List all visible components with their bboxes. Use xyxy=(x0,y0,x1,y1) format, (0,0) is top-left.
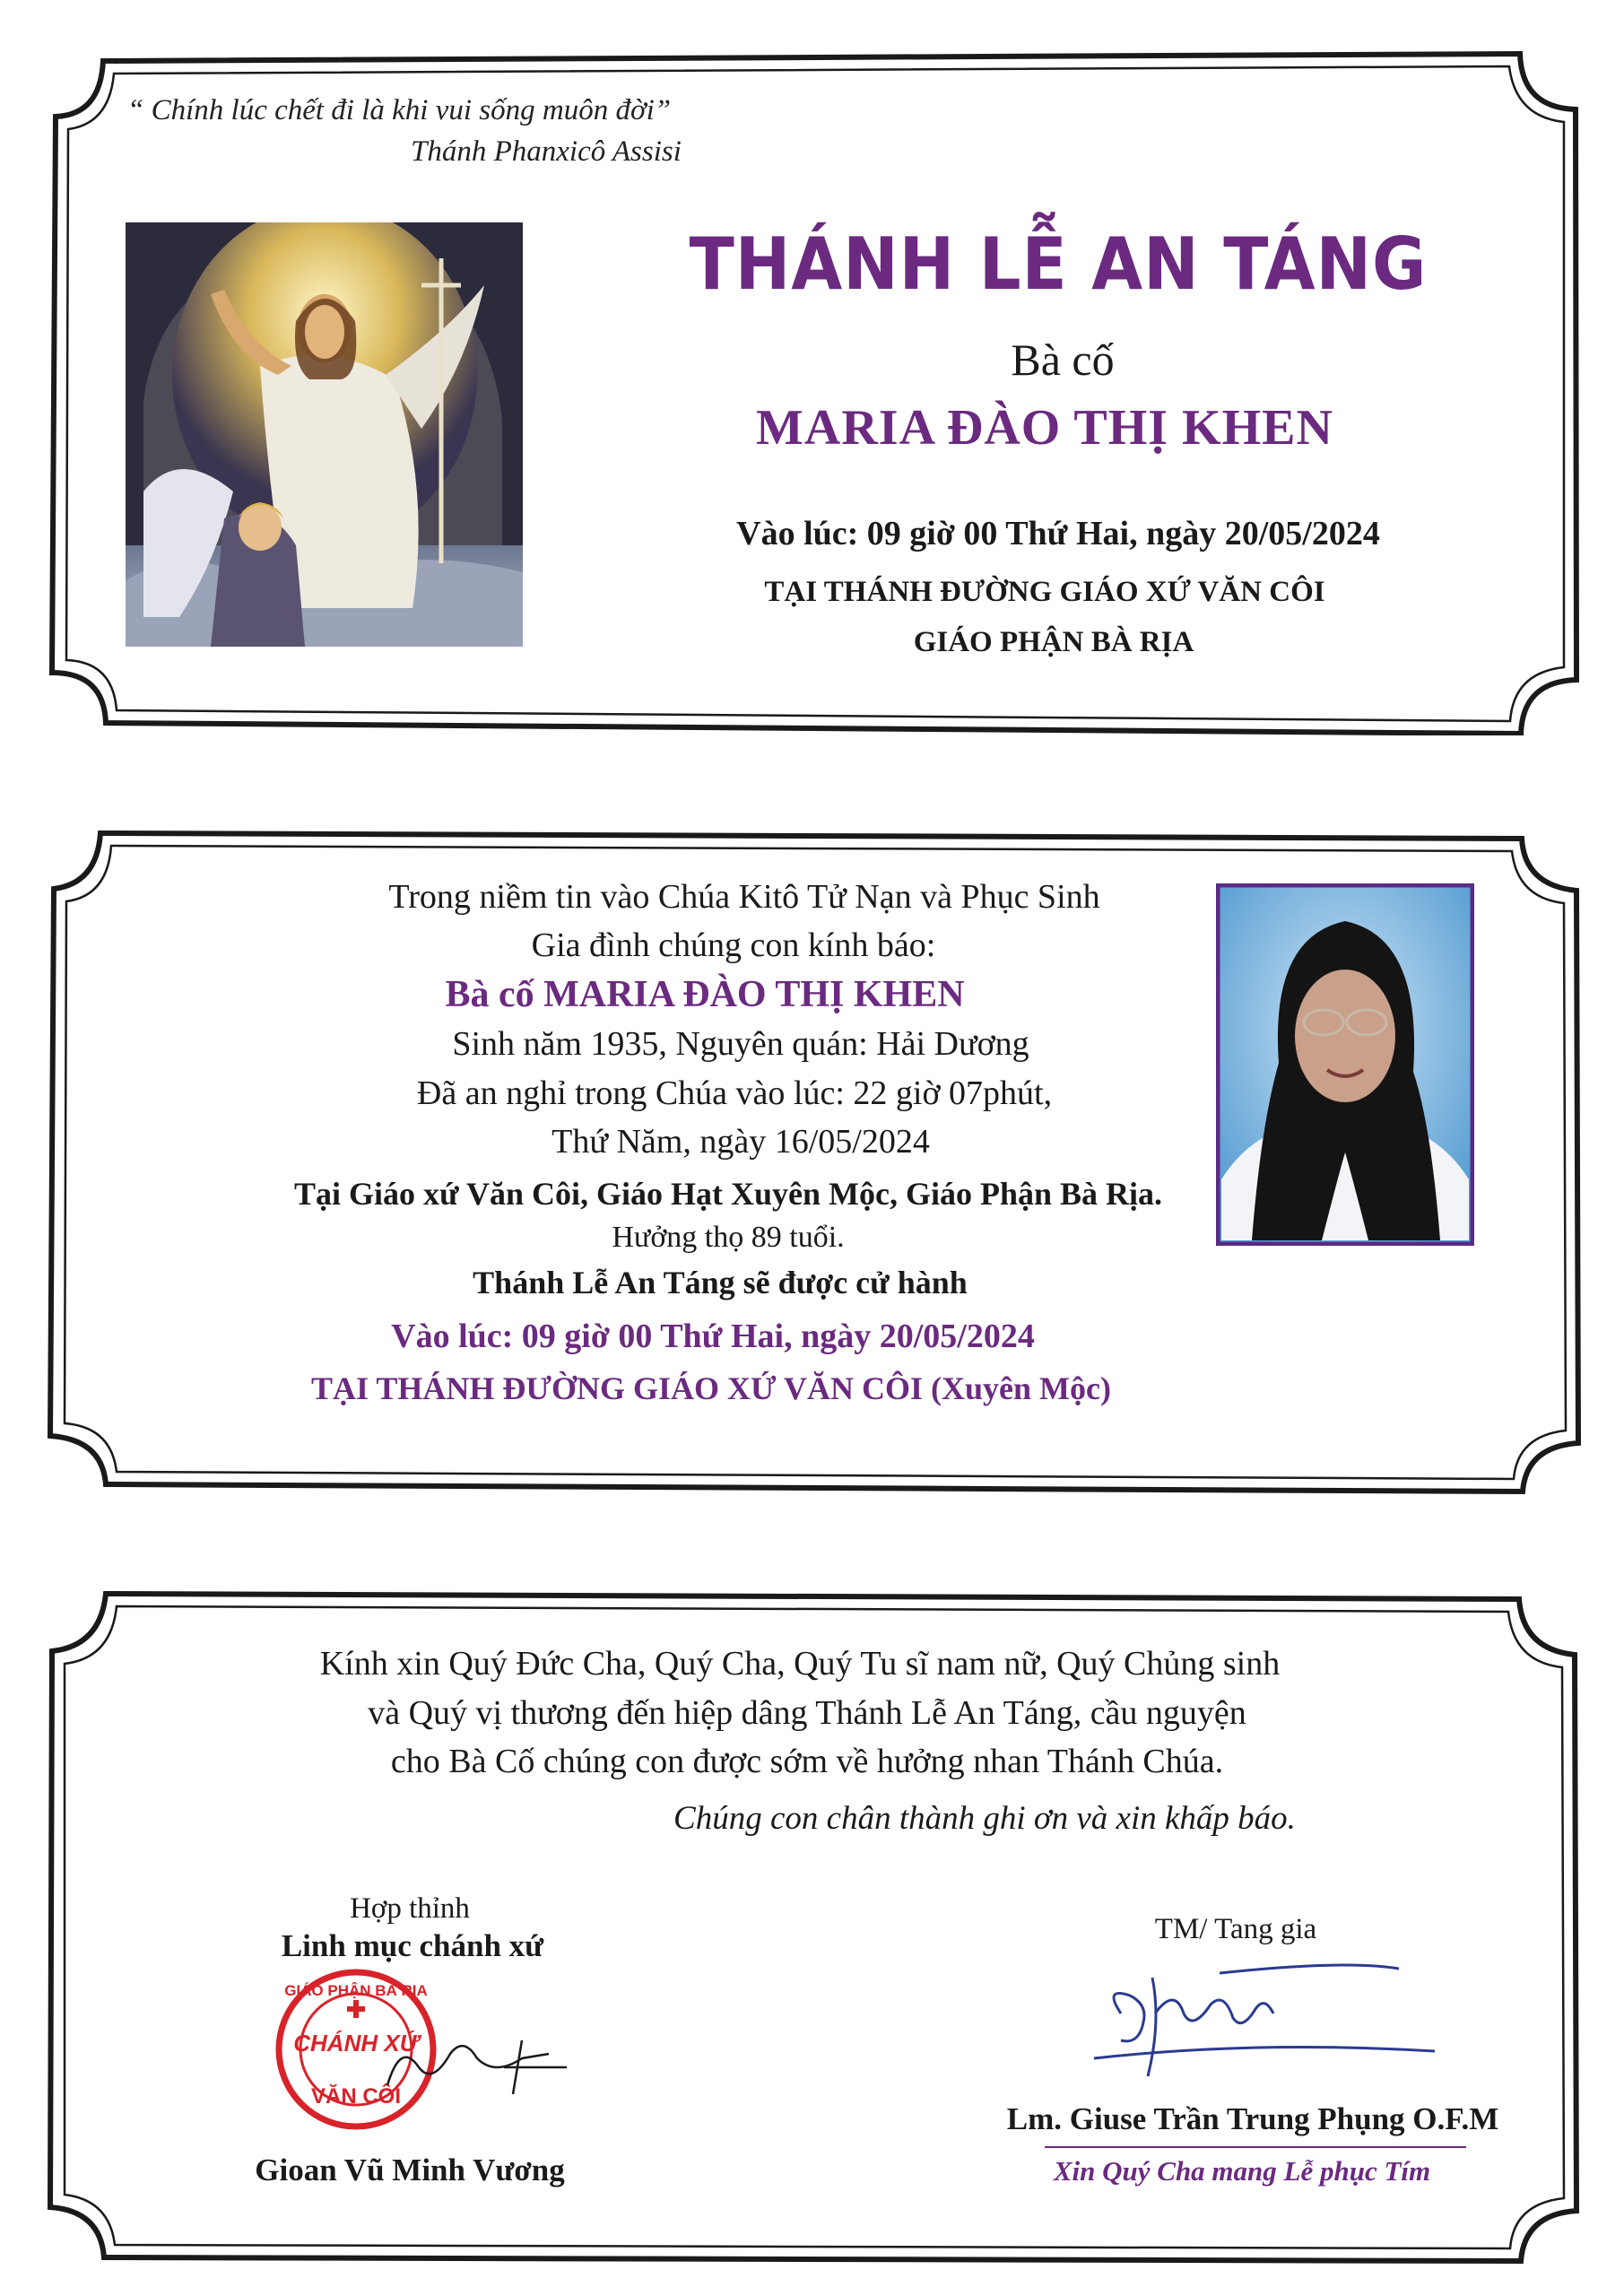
birth-info: Sinh năm 1935, Nguyên quán: Hải Dương xyxy=(452,1025,1029,1063)
passed-date: Thứ Năm, ngày 16/05/2024 xyxy=(551,1123,930,1161)
vestment-note: Xin Quý Cha mang Lễ phục Tím xyxy=(1053,2155,1431,2187)
left-sig-role: Linh mục chánh xứ xyxy=(281,1928,544,1963)
funeral-mass-notice-panel xyxy=(0,45,1624,735)
svg-text:CHÁNH XỨ: CHÁNH XỨ xyxy=(293,2030,419,2057)
right-sig-name: Lm. Giuse Trần Trung Phụng O.F.M xyxy=(1006,2101,1499,2136)
family-announce-line: Gia đình chúng con kính báo: xyxy=(531,926,936,964)
quote-text: “ Chính lúc chết đi là khi vui sống muôn đời” xyxy=(127,94,672,126)
passed-location: Tại Giáo xứ Văn Côi, Giáo Hạt Xuyên Mộc, Giáo Phận Bà Rịa. xyxy=(293,1176,1163,1212)
invitation-panel xyxy=(0,1583,1624,2265)
honorific: Bà cố xyxy=(1011,335,1115,385)
portrait-photo-icon xyxy=(1216,883,1474,1246)
mass-place: TẠI THÁNH ĐƯỜNG GIÁO XỨ VĂN CÔI xyxy=(764,576,1325,608)
parish-seal-icon xyxy=(253,1969,585,2130)
mass-title: THÁNH LỄ AN TÁNG xyxy=(689,222,1428,306)
passed-time: Đã an nghỉ trong Chúa vào lúc: 22 giờ 07phút, xyxy=(416,1074,1053,1112)
deceased-name: MARIA ĐÀO THỊ KHEN xyxy=(756,400,1333,456)
announce-mass-time: Vào lúc: 09 giờ 00 Thứ Hai, ngày 20/05/2024 xyxy=(391,1318,1035,1355)
age-info: Hưởng thọ 89 tuổi. xyxy=(612,1221,845,1254)
announced-name: Bà cố MARIA ĐÀO THỊ KHEN xyxy=(445,974,965,1015)
death-announcement-panel xyxy=(0,821,1624,1498)
risen-christ-painting-icon xyxy=(126,222,523,647)
invitation-line-1: Kính xin Quý Đức Cha, Quý Cha, Quý Tu sĩ nam nữ, Quý Chủng sinh xyxy=(319,1645,1281,1683)
invitation-line-2: và Quý vị thương đến hiệp dâng Thánh Lễ An Táng, cầu nguyện xyxy=(368,1694,1246,1732)
handwritten-signature-icon xyxy=(1076,1951,1453,2085)
thanks-line: Chúng con chân thành ghi ơn và xin khấp báo. xyxy=(673,1800,1296,1837)
mass-intro: Thánh Lễ An Táng sẽ được cử hành xyxy=(473,1265,968,1300)
mass-time: Vào lúc: 09 giờ 00 Thứ Hai, ngày 20/05/2024 xyxy=(736,515,1380,552)
divider-line xyxy=(1045,2146,1466,2148)
svg-text:GIÁO PHẬN BÀ RỊA: GIÁO PHẬN BÀ RỊA xyxy=(284,1982,428,1999)
right-sig-label: TM/ Tang gia xyxy=(1154,1913,1317,1945)
invitation-line-3: cho Bà Cố chúng con được sớm về hưởng nhan Thánh Chúa. xyxy=(390,1743,1224,1780)
svg-text:VĂN CÔI: VĂN CÔI xyxy=(310,2084,402,2109)
left-sig-name: Gioan Vũ Minh Vương xyxy=(255,2152,565,2187)
left-sig-label: Hợp thỉnh xyxy=(350,1892,470,1925)
diocese: GIÁO PHẬN BÀ RỊA xyxy=(913,626,1194,658)
quote-author: Thánh Phanxicô Assisi xyxy=(411,135,682,168)
faith-line: Trong niềm tin vào Chúa Kitô Tử Nạn và Phục Sinh xyxy=(388,878,1100,916)
announce-mass-place: TẠI THÁNH ĐƯỜNG GIÁO XỨ VĂN CÔI (Xuyên Mộc) xyxy=(310,1370,1112,1406)
